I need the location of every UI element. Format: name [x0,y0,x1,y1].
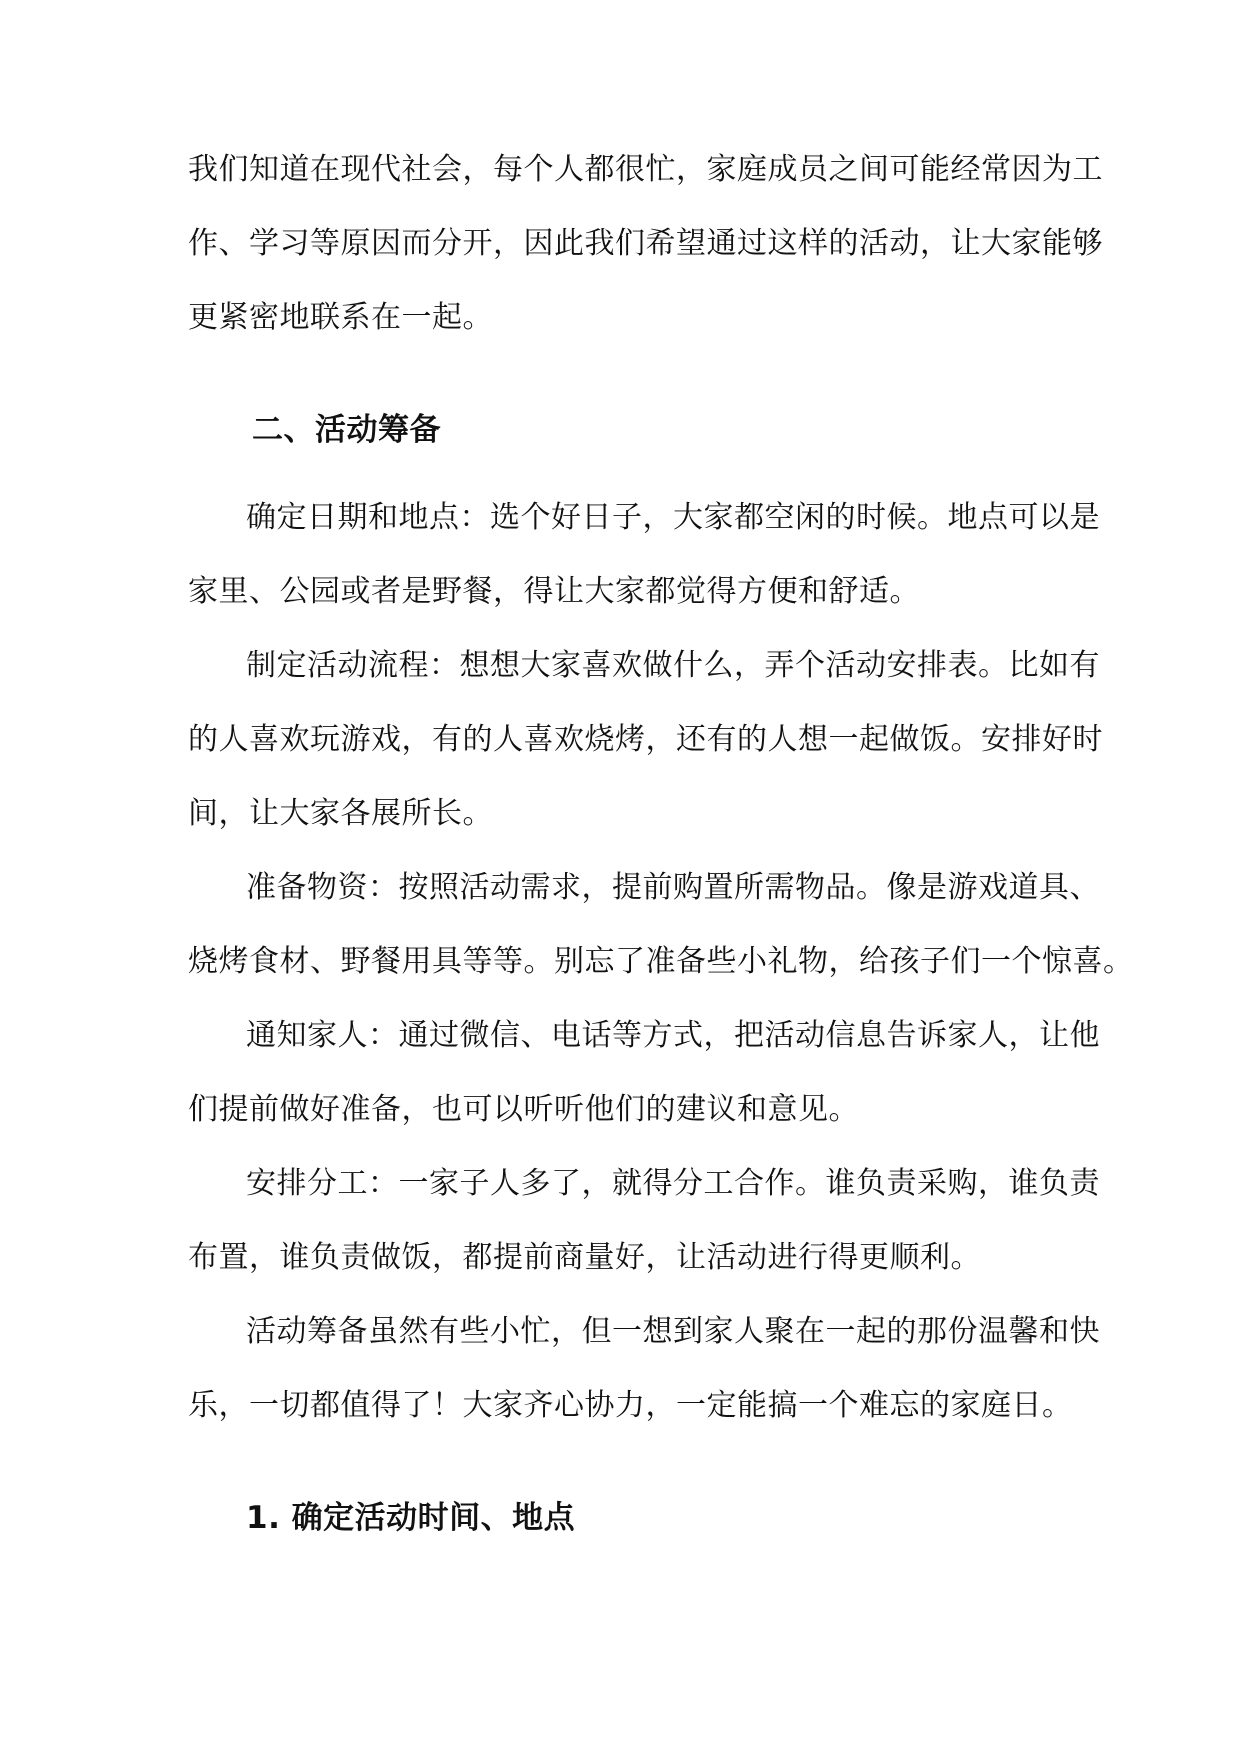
paragraph-5-line-2: 布置，谁负责做饭，都提前商量好，让活动进行得更顺利。 [188,1240,981,1275]
paragraph-3-line-1: 准备物资：按照活动需求，提前购置所需物品。像是游戏道具、 [246,870,1100,905]
paragraph-6-line-2: 乐，一切都值得了！大家齐心协力，一定能搞一个难忘的家庭日。 [188,1388,1073,1423]
subsection-heading: 1. 确定活动时间、地点 [246,1500,576,1536]
paragraph-6-line-1: 活动筹备虽然有些小忙，但一想到家人聚在一起的那份温馨和快 [246,1314,1100,1349]
paragraph-1-line-1: 确定日期和地点：选个好日子，大家都空闲的时候。地点可以是 [246,500,1100,535]
paragraph-1-line-2: 家里、公园或者是野餐，得让大家都觉得方便和舒适。 [188,574,920,609]
paragraph-2-line-2: 的人喜欢玩游戏，有的人喜欢烧烤，还有的人想一起做饭。安排好时 [188,722,1103,757]
paragraph-2-line-1: 制定活动流程：想想大家喜欢做什么，弄个活动安排表。比如有 [246,648,1100,683]
intro-line-2: 作、学习等原因而分开，因此我们希望通过这样的活动，让大家能够 [188,226,1103,261]
intro-line-1: 我们知道在现代社会，每个人都很忙，家庭成员之间可能经常因为工 [188,152,1103,187]
paragraph-4-line-1: 通知家人：通过微信、电话等方式，把活动信息告诉家人，让他 [246,1018,1100,1053]
intro-line-3: 更紧密地联系在一起。 [188,300,493,335]
section-heading: 二、活动筹备 [252,412,441,448]
paragraph-3-line-2: 烧烤食材、野餐用具等等。别忘了准备些小礼物，给孩子们一个惊喜。 [188,944,1134,979]
paragraph-5-line-1: 安排分工：一家子人多了，就得分工合作。谁负责采购，谁负责 [246,1166,1100,1201]
paragraph-4-line-2: 们提前做好准备，也可以听听他们的建议和意见。 [188,1092,859,1127]
paragraph-2-line-3: 间，让大家各展所长。 [188,796,493,831]
